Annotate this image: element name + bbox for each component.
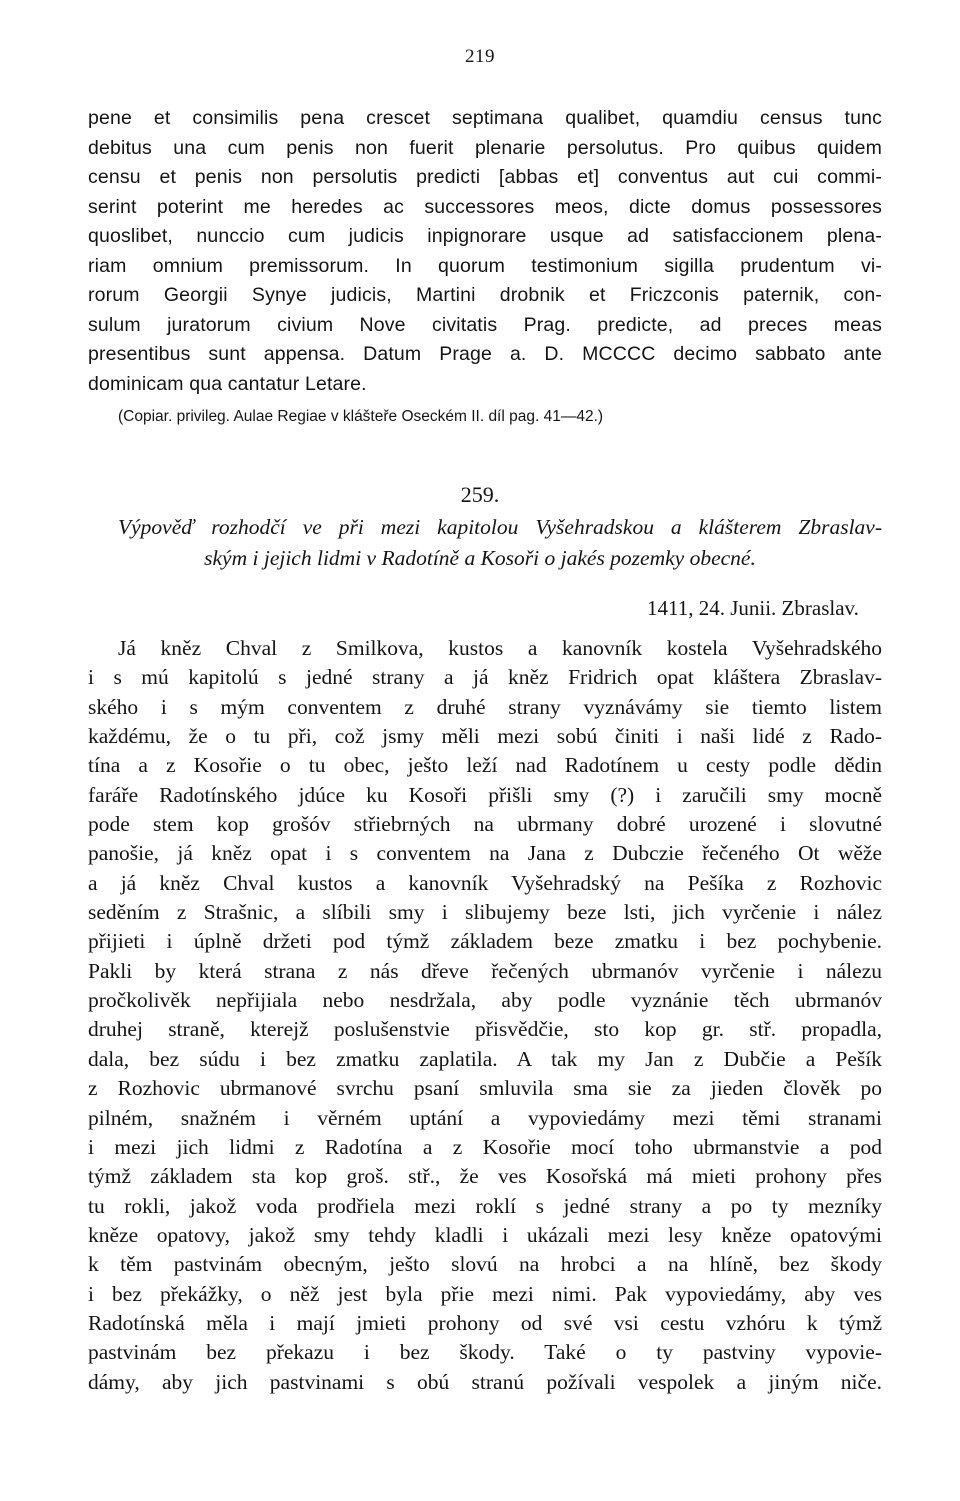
text-line: faráře Radotínského jdúce ku Kosoři přišli smy (?) i zaručili smy mocně (88, 782, 882, 807)
text-line: ského i s mým conventem z druhé strany vyznávámy sie tiemto listem (88, 694, 882, 719)
text-line: kněze opatovy, jakož smy tehdy kladli i ukázali mezi lesy kněze opatovými (88, 1222, 882, 1247)
text-line: tína a z Kosořie o tu obec, ješto leží nad Radotínem u cesty podle dědin (88, 753, 882, 778)
text-line: z Rozhovic ubrmanové svrchu psaní smluvila sma sie za jieden člověk po (88, 1076, 882, 1101)
text-line: k těm pastvinám obecným, ješto slovú na hrobci a na hlíně, bez škody (88, 1252, 882, 1277)
text-line: pene et consimilis pena crescet septimana qualibet, quamdiu census tunc (88, 107, 882, 129)
text-line: pode stem kop grošóv střiebrných na ubrmany dobré urozené i slovutné (88, 812, 882, 837)
document-heading-line-2: ským i jejich lidmi v Radotíně a Kosoři o jakés pozemky obecné. (204, 546, 756, 570)
text-line: riam omnium premissorum. In quorum testimonium sigilla prudentum vi- (88, 254, 882, 277)
text-line: týmž základem sta kop groš. stř., že ves Kosořská má mieti prohony přes (88, 1164, 882, 1189)
page-number: 219 (465, 46, 495, 67)
source-citation: (Copiar. privileg. Aulae Regiae v klášteře Oseckém II. díl pag. 41—42.) (118, 408, 604, 425)
latin-charter-text (88, 104, 882, 399)
text-line: pročkolivěk nepřijiala nebo nesdržala, aby podle vyznánie těch ubrmanóv (88, 988, 882, 1013)
document-number: 259. (460, 482, 500, 507)
text-line: quoslibet, nunccio cum judicis inpignorare usque ad satisfaccionem plena- (88, 225, 882, 247)
text-line: Pakli by která strana z nás dřeve řečených ubrmanóv vyrčenie i nálezu (88, 958, 882, 983)
text-line: debitus una cum penis non fuerit plenarie persolutus. Pro quibus quidem (88, 136, 882, 159)
text-line: dala, bez súdu i bez zmatku zaplatila. A tak my Jan z Dubčie a Pešík (88, 1046, 882, 1071)
text-line: pastvinám bez překazu i bez škody. Také o ty pastviny vypovie- (88, 1340, 882, 1365)
text-line: i mezi jich lidmi z Radotína a z Kosořie mocí toho ubrmanstvie a pod (88, 1134, 882, 1159)
text-line: pilném, snažném i věrném uptání a vypoviedámy mezi těmi stranami (88, 1105, 882, 1130)
text-line: panošie, já kněz opat i s conventem na Jana z Dubczie řečeného Ot wěže (88, 841, 882, 866)
document-heading-line-1: Výpověď rozhodčí ve při mezi kapitolou Vyšehradskou a klášterem Zbraslav- (118, 515, 882, 539)
text-line: dominicam qua cantatur Letare. (88, 372, 367, 395)
text-line: a já kněz Chval kustos a kanovník Vyšehradský na Pešíka z Rozhovic (88, 870, 882, 895)
text-line: druhej straně, kterejž poslušenstvie přisvědčie, sto kop gr. stř. propadla, (88, 1017, 882, 1042)
text-line: serint poterint me heredes ac successores meos, dicte domus possessores (88, 195, 882, 218)
text-line: tu rokli, jakož voda prodřiela mezi roklí s jedné strany a po ty mezníky (88, 1193, 882, 1218)
document-dateline: 1411, 24. Junii. Zbraslav. (647, 596, 859, 620)
text-line: každému, že o tu při, což jsmy měli mezi sobú činiti i naši lidé z Rado- (88, 724, 882, 749)
text-line: presentibus sunt appensa. Datum Prage a. D. MCCCC decimo sabbato ante (88, 343, 882, 365)
text-line: i s mú kapitolú s jedné strany a já kněz Fridrich opat kláštera Zbraslav- (88, 665, 882, 690)
text-line: rorum Georgii Synye judicis, Martini drobnik et Friczconis paternik, con- (88, 284, 882, 306)
text-line: dámy, aby jich pastvinami s obú stranú požívali vespolek a jiným niče. (88, 1369, 882, 1394)
text-line: censu et penis non persolutis predicti [abbas et] conventus aut cui commi- (88, 166, 882, 188)
czech-charter-text (88, 634, 882, 1397)
text-line: přijieti i úplně držeti pod týmž základem beze zmatku i bez pochybenie. (88, 929, 882, 954)
text-line: Radotínská měla i mají jmieti prohony od své vsi cestu vzhóru k týmž (88, 1310, 882, 1335)
text-line: Já kněz Chval z Smilkova, kustos a kanovník kostela Vyšehradského (118, 636, 882, 660)
text-line: i bez překážky, o něž jest byla přie mezi nimi. Pak vypoviedámy, aby ves (88, 1281, 882, 1306)
text-line: seděním z Strašnic, a slíbili smy i slibujemy beze lsti, jich vyrčenie i nález (88, 900, 882, 925)
text-line: sulum juratorum civium Nove civitatis Prag. predicte, ad preces meas (88, 313, 882, 336)
